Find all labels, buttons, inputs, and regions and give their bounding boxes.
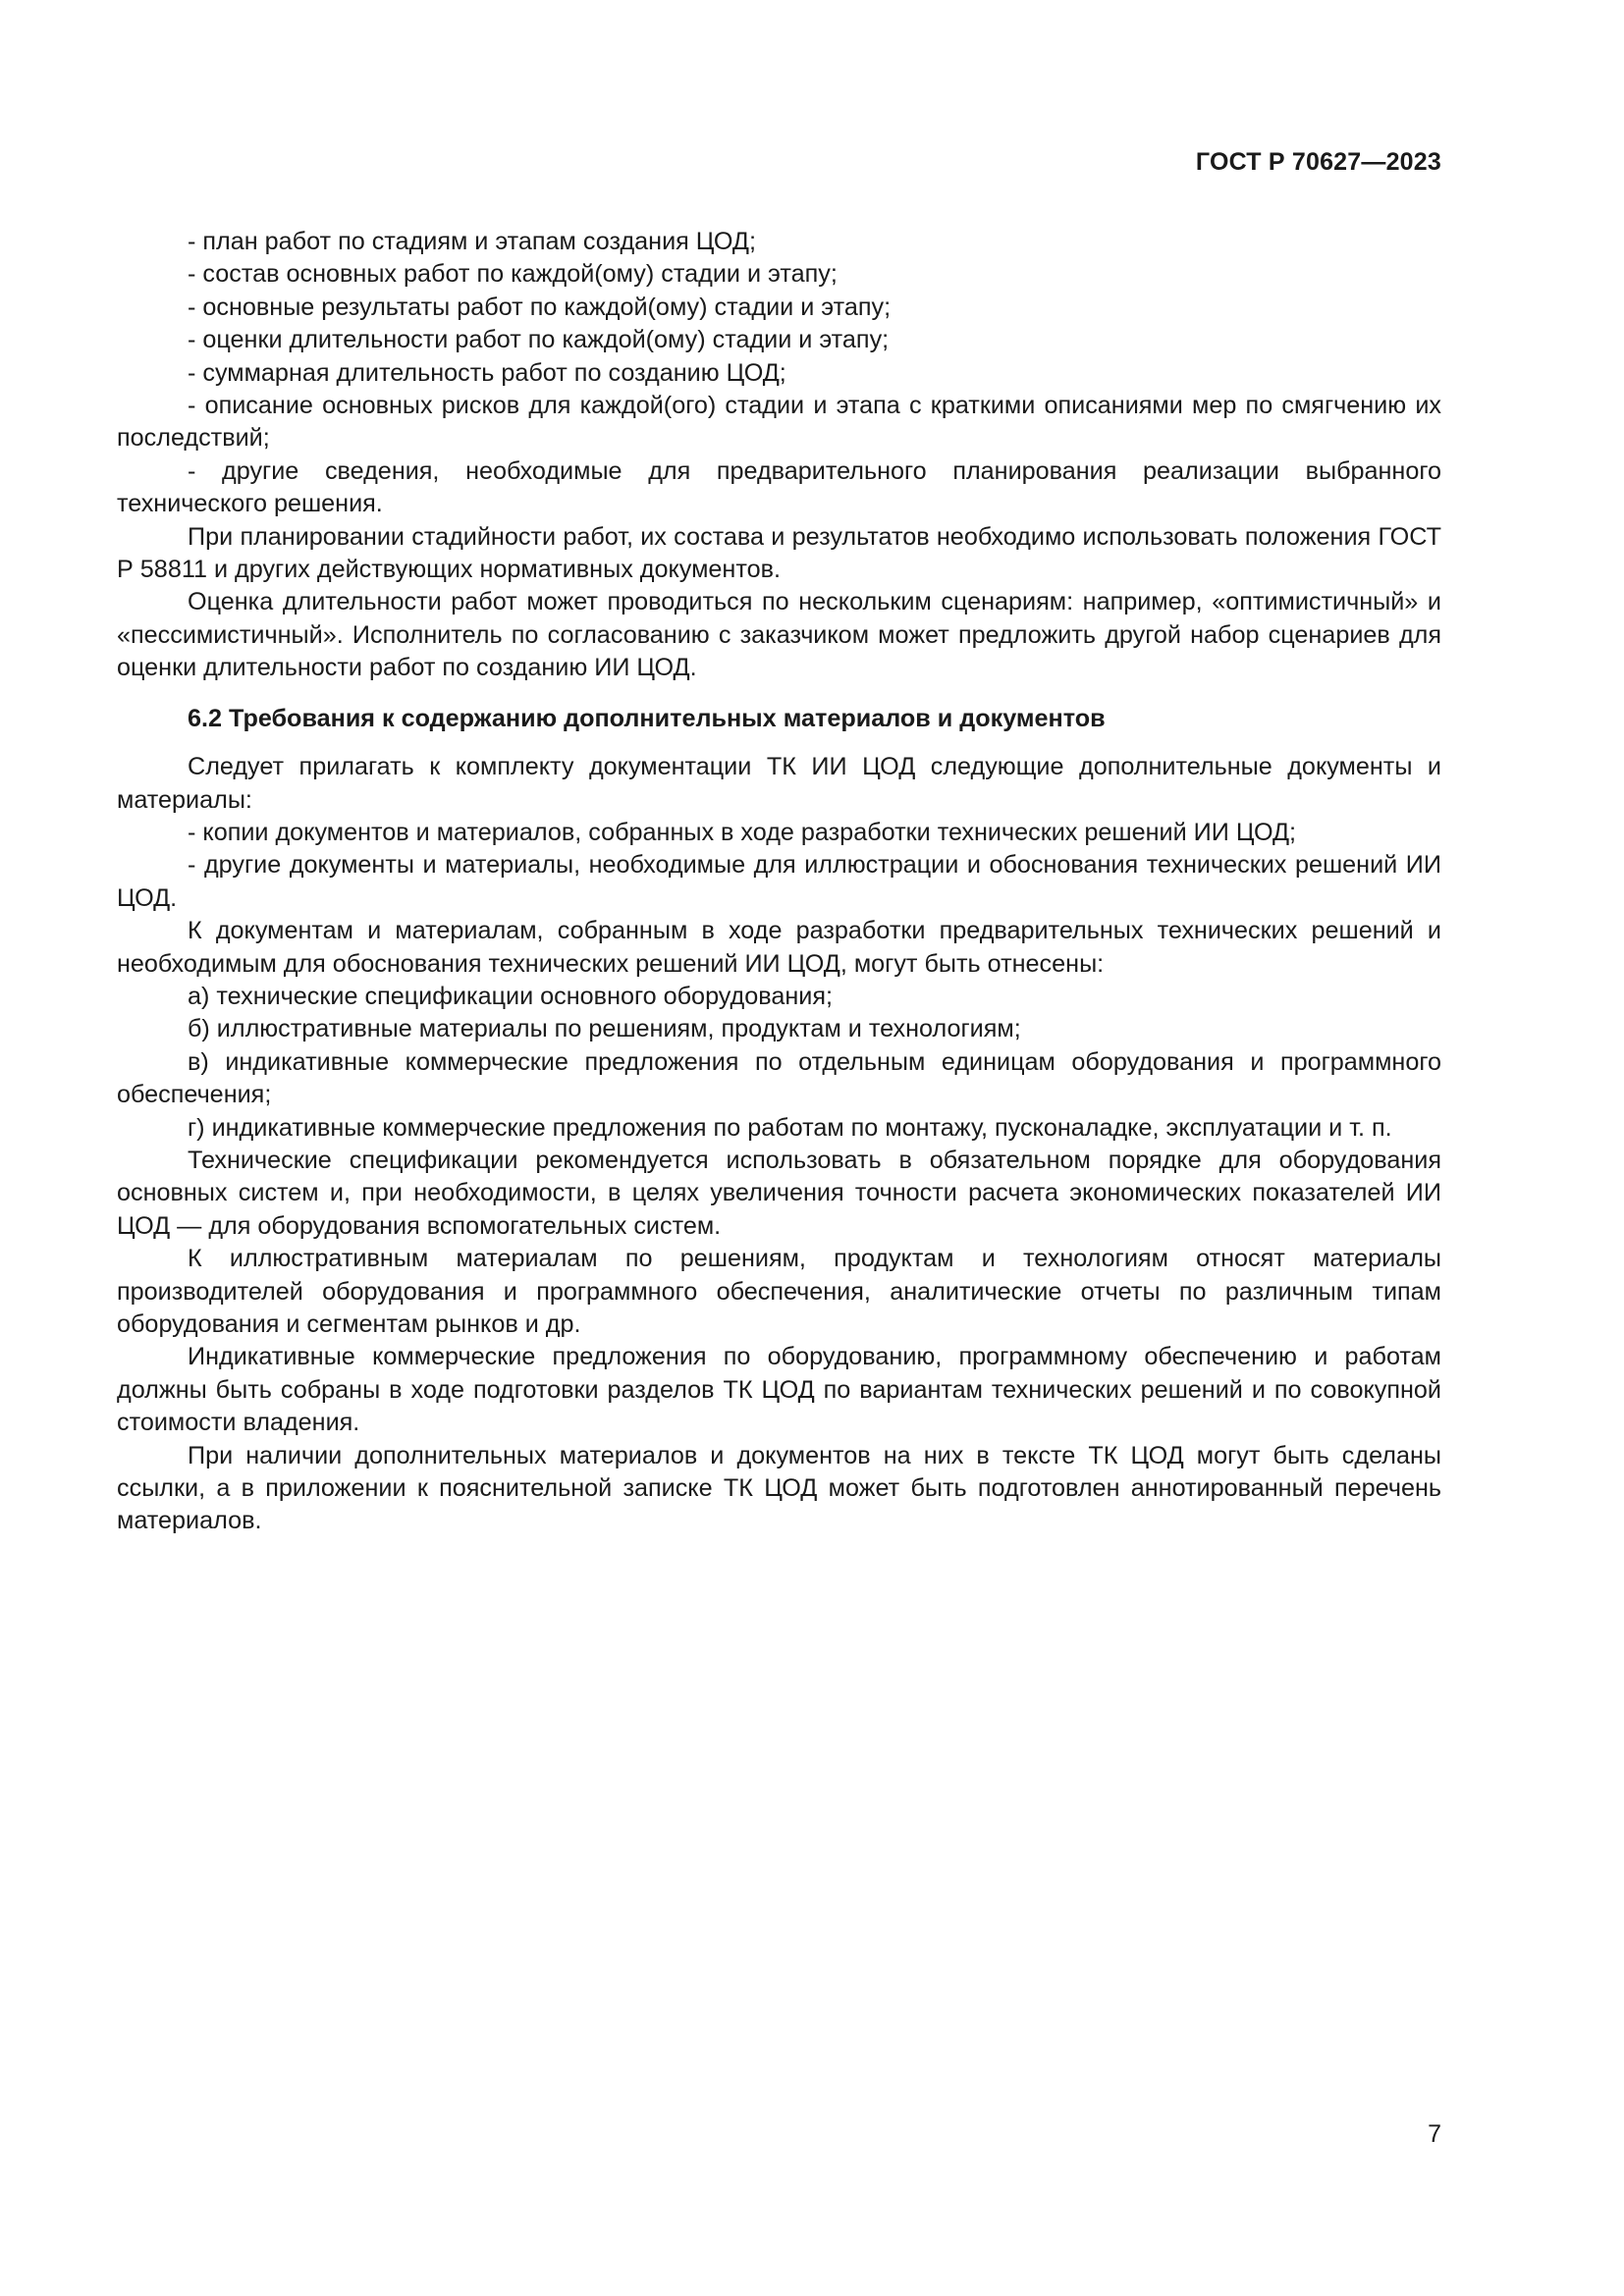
paragraph: Технические спецификации рекомендуется использовать в обязательном порядке для оборудования основных систем и, при необходимости, в целях увеличения точности расчета экономических показателей ИИ ЦОД — для оборудования вспомогательных систем. — [117, 1146, 1441, 1240]
paragraph: Оценка длительности работ может проводиться по нескольким сценариям: например, «оптимистичный» и «пессимистичный». Исполнитель по согласованию с заказчиком может предложить другой набор сценариев для оценки длительности работ по созданию ИИ ЦОД. — [117, 588, 1441, 682]
document-code: ГОСТ Р 70627—2023 — [1195, 148, 1441, 176]
list-item: - другие сведения, необходимые для предварительного планирования реализации выбранного технического решения. — [117, 456, 1441, 518]
list-item: г) индикативные коммерческие предложения по работам по монтажу, пусконаладке, эксплуатации и т. п. — [188, 1113, 1392, 1142]
section-heading: 6.2 Требования к содержанию дополнительных материалов и документов — [188, 704, 1106, 732]
paragraph: К иллюстративным материалам по решениям, продуктам и технологиям относят материалы производителей оборудования и программного обеспечения, аналитические отчеты по различным типам оборудования и сегментам рынков и др. — [117, 1245, 1441, 1338]
page-body — [117, 226, 1441, 1538]
paragraph: При планировании стадийности работ, их состава и результатов необходимо использовать положения ГОСТ Р 58811 и других действующих нормативных документов. — [117, 522, 1441, 584]
list-item: - другие документы и материалы, необходимые для иллюстрации и обоснования технических решений ИИ ЦОД. — [117, 851, 1441, 912]
list-item: - описание основных рисков для каждой(ого) стадии и этапа с краткими описаниями мер по смягчению их последствий; — [117, 392, 1441, 453]
list-item: - состав основных работ по каждой(ому) стадии и этапу; — [188, 260, 838, 289]
paragraph: При наличии дополнительных материалов и документов на них в тексте ТК ЦОД могут быть сделаны ссылки, а в приложении к пояснительной записке ТК ЦОД может быть подготовлен аннотированный перечень материалов. — [117, 1441, 1441, 1535]
list-item: - копии документов и материалов, собранных в ходе разработки технических решений ИИ ЦОД; — [188, 818, 1297, 846]
page-number: 7 — [1428, 2120, 1441, 2148]
paragraph: Индикативные коммерческие предложения по оборудованию, программному обеспечению и работам должны быть собраны в ходе подготовки разделов ТК ЦОД по вариантам технических решений и по совокупной стоимости владения. — [117, 1343, 1441, 1437]
list-item: б) иллюстративные материалы по решениям, продуктам и технологиям; — [188, 1015, 1021, 1043]
list-item: - основные результаты работ по каждой(ому) стадии и этапу; — [188, 293, 892, 321]
list-item: в) индикативные коммерческие предложения по отдельным единицам оборудования и программного обеспечения; — [117, 1047, 1441, 1109]
list-item: - план работ по стадиям и этапам создания ЦОД; — [188, 228, 756, 255]
paragraph: К документам и материалам, собранным в ходе разработки предварительных технических решений и необходимым для обоснования технических решений ИИ ЦОД, могут быть отнесены: — [117, 917, 1441, 978]
list-item: - оценки длительности работ по каждой(ому) стадии и этапу; — [188, 326, 890, 354]
list-item: а) технические спецификации основного оборудования; — [188, 982, 833, 1010]
list-item: - суммарная длительность работ по созданию ЦОД; — [188, 358, 786, 387]
paragraph: Следует прилагать к комплекту документации ТК ИИ ЦОД следующие дополнительные документы и материалы: — [117, 753, 1441, 814]
